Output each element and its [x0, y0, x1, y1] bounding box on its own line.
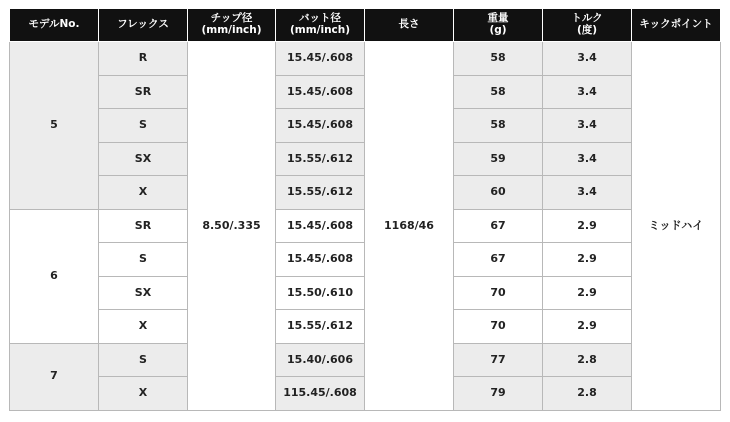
header-label: キックポイント	[639, 18, 713, 31]
torque-cell: 3.4	[543, 142, 632, 176]
header-label: 重量	[487, 12, 509, 25]
flex-cell: SX	[99, 276, 188, 310]
length-cell: 1168/46	[365, 42, 454, 411]
header-label: チップ径	[210, 12, 253, 25]
header-label: フレックス	[117, 18, 169, 31]
weight-cell: 58	[454, 42, 543, 76]
flex-cell: S	[99, 343, 188, 377]
butt-diameter-cell: 15.45/.608	[276, 75, 365, 109]
butt-diameter-cell: 115.45/.608	[276, 377, 365, 411]
flex-cell: S	[99, 243, 188, 277]
flex-cell: X	[99, 377, 188, 411]
flex-cell: SX	[99, 142, 188, 176]
header-label: バット径	[299, 12, 341, 25]
torque-cell: 3.4	[543, 42, 632, 76]
weight-cell: 58	[454, 75, 543, 109]
butt-diameter-cell: 15.45/.608	[276, 109, 365, 143]
model-cell-6: 6	[10, 209, 99, 343]
model-cell-5: 5	[10, 42, 99, 210]
header-torque	[543, 9, 632, 42]
flex-cell: SR	[99, 75, 188, 109]
butt-diameter-cell: 15.50/.610	[276, 276, 365, 310]
header-unit: (mm/inch)	[201, 24, 262, 36]
torque-cell: 2.9	[543, 243, 632, 277]
header-label: モデルNo.	[28, 18, 80, 31]
weight-cell: 70	[454, 310, 543, 344]
header-flex	[99, 9, 188, 42]
flex-cell: SR	[99, 209, 188, 243]
torque-cell: 2.9	[543, 310, 632, 344]
header-unit: (度)	[576, 24, 598, 36]
weight-cell: 67	[454, 209, 543, 243]
torque-cell: 2.8	[543, 343, 632, 377]
butt-diameter-cell: 15.55/.612	[276, 176, 365, 210]
butt-diameter-cell: 15.55/.612	[276, 142, 365, 176]
header-label: トルク	[571, 12, 603, 25]
flex-cell: S	[99, 109, 188, 143]
torque-cell: 3.4	[543, 109, 632, 143]
weight-cell: 60	[454, 176, 543, 210]
header-weight	[454, 9, 543, 42]
header-row	[10, 9, 721, 42]
weight-cell: 59	[454, 142, 543, 176]
butt-diameter-cell: 15.45/.608	[276, 209, 365, 243]
header-unit: (mm/inch)	[289, 24, 351, 36]
shaft-spec-table	[9, 8, 721, 411]
torque-cell: 2.8	[543, 377, 632, 411]
header-label: 長さ	[398, 18, 420, 31]
header-tip-diameter	[188, 9, 276, 42]
header-kick-point	[632, 9, 721, 42]
header-length	[365, 9, 454, 42]
butt-diameter-cell: 15.45/.608	[276, 42, 365, 76]
model-cell-7: 7	[10, 343, 99, 410]
butt-diameter-cell: 15.40/.606	[276, 343, 365, 377]
tip-diameter-cell: 8.50/.335	[188, 42, 276, 411]
torque-cell: 3.4	[543, 176, 632, 210]
spec-table-container	[9, 8, 721, 411]
flex-cell: X	[99, 310, 188, 344]
weight-cell: 70	[454, 276, 543, 310]
weight-cell: 77	[454, 343, 543, 377]
torque-cell: 2.9	[543, 209, 632, 243]
kick-point-cell: ミッドハイ	[632, 42, 721, 411]
header-unit: (g)	[489, 24, 507, 36]
torque-cell: 2.9	[543, 276, 632, 310]
butt-diameter-cell: 15.55/.612	[276, 310, 365, 344]
butt-diameter-cell: 15.45/.608	[276, 243, 365, 277]
table-row	[10, 42, 721, 76]
flex-cell: X	[99, 176, 188, 210]
weight-cell: 79	[454, 377, 543, 411]
weight-cell: 58	[454, 109, 543, 143]
header-butt-diameter	[276, 9, 365, 42]
header-model-no	[10, 9, 99, 42]
torque-cell: 3.4	[543, 75, 632, 109]
weight-cell: 67	[454, 243, 543, 277]
flex-cell: R	[99, 42, 188, 76]
